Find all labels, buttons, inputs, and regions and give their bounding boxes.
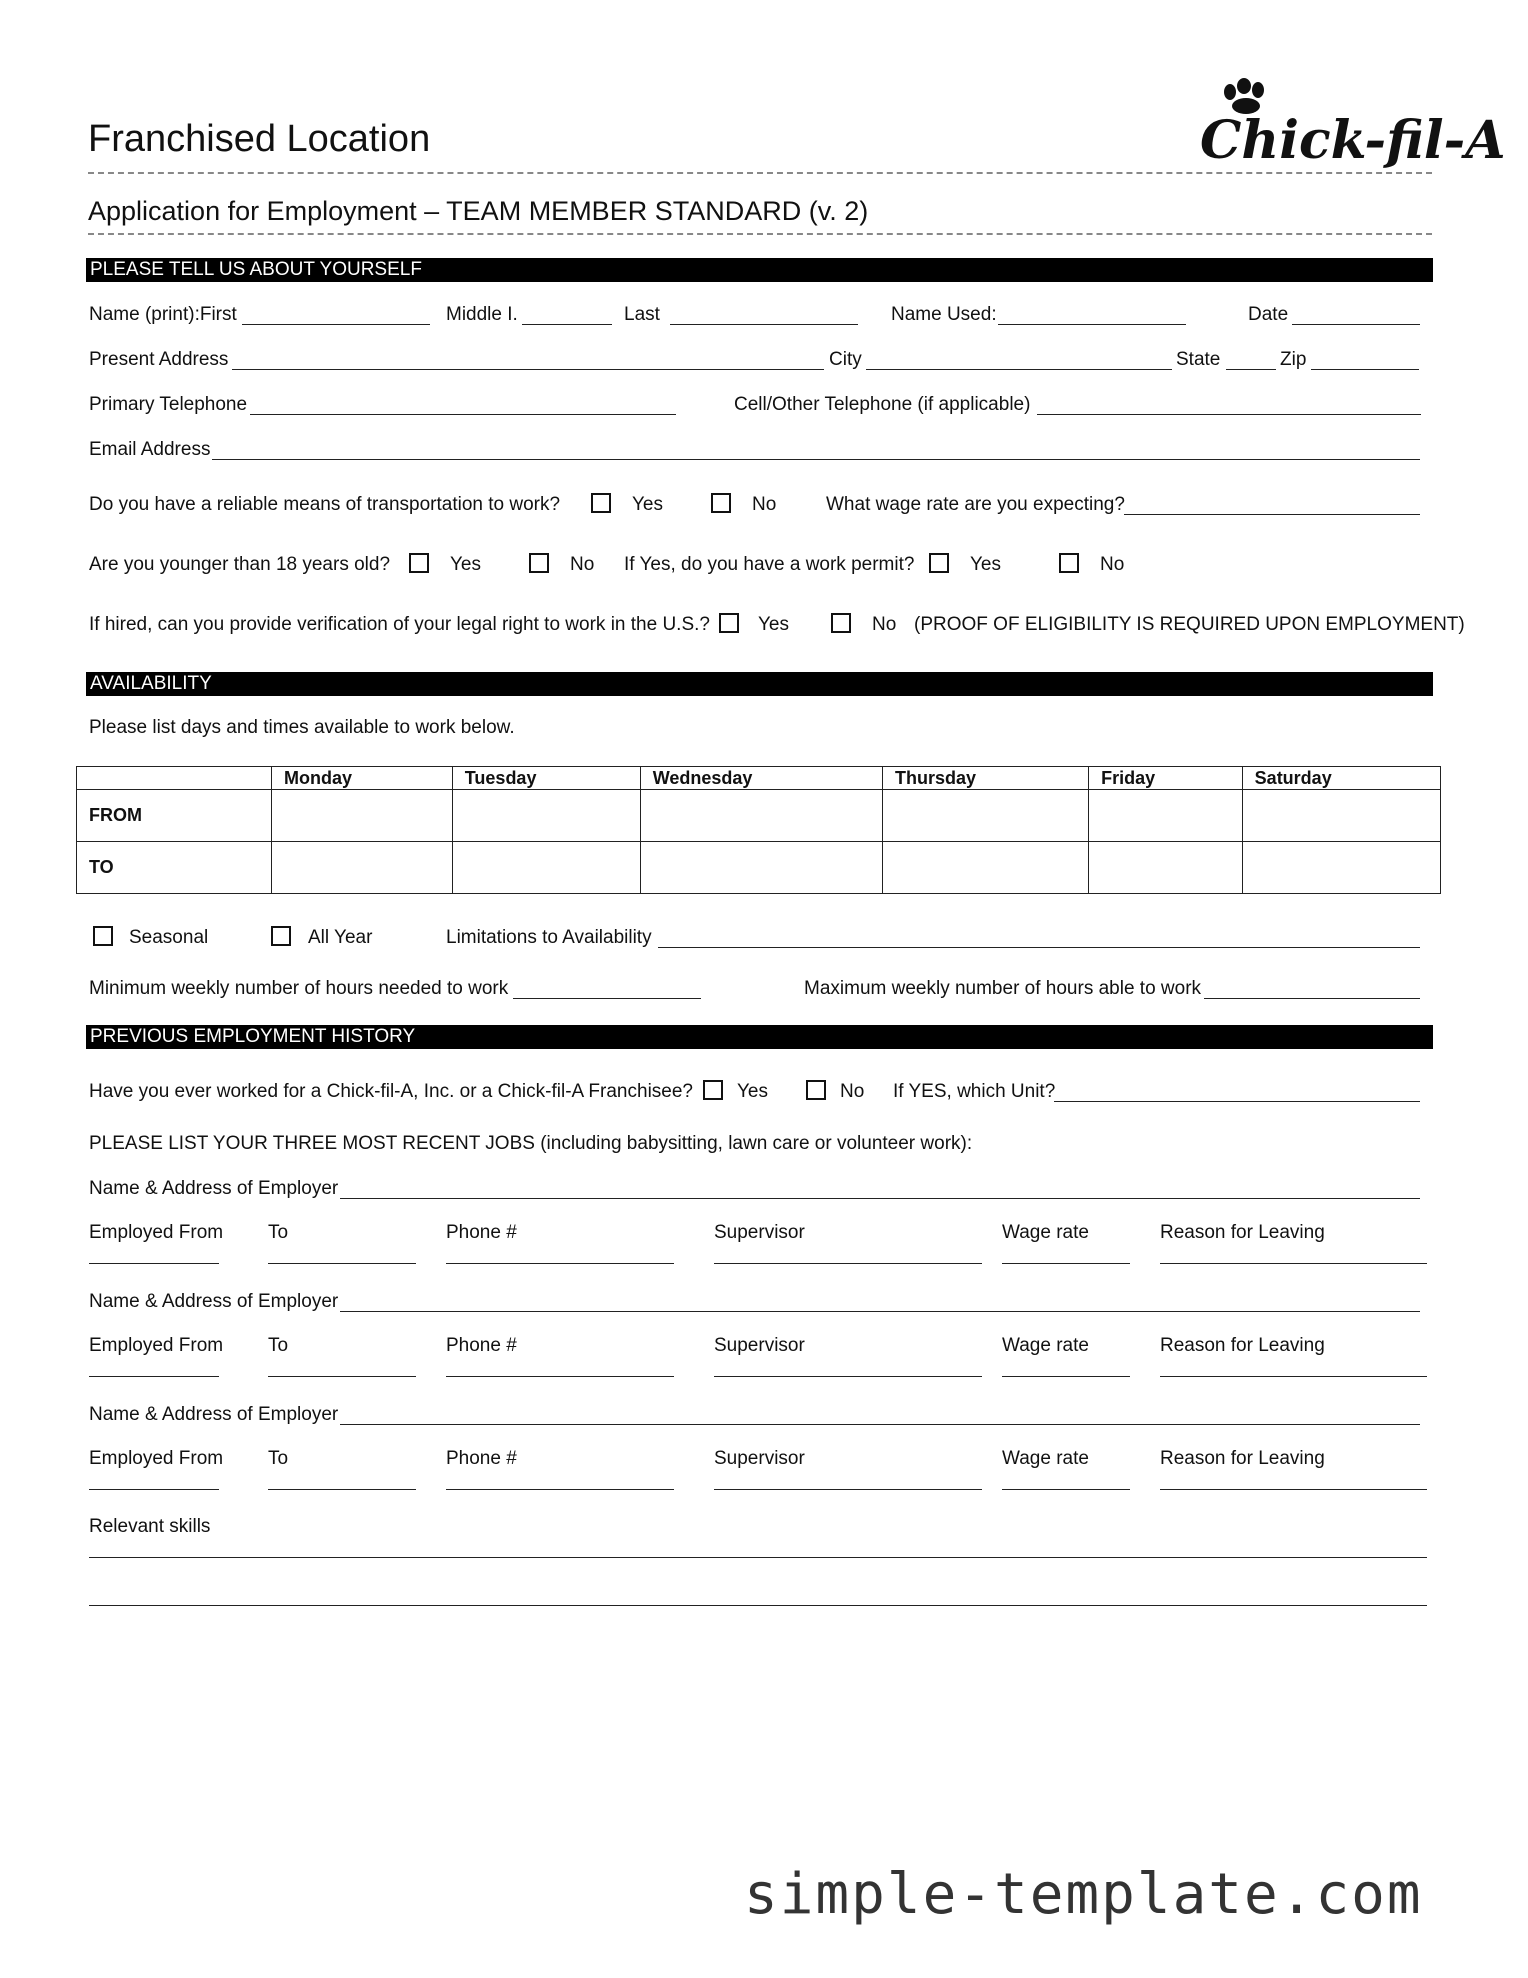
availability-intro: Please list days and times available to work below. [89,717,515,738]
worked-yes-label: Yes [737,1081,768,1102]
middle-initial-field[interactable] [522,324,612,325]
day-header: Monday [272,767,453,790]
worked-no-label: No [840,1081,865,1102]
last-name-field[interactable] [670,324,858,325]
permit-question: If Yes, do you have a work permit? [624,554,915,575]
age-yes-label: Yes [450,554,481,575]
to-field[interactable] [268,1489,416,1490]
employer-field[interactable] [340,1311,1420,1312]
email-field[interactable] [212,459,1420,460]
transport-no-checkbox[interactable] [711,493,731,513]
proof-note: (PROOF OF ELIGIBILITY IS REQUIRED UPON EMPLOYMENT) [914,614,1465,635]
header-divider [88,172,1432,174]
age-yes-checkbox[interactable] [409,553,429,573]
first-name-field[interactable] [242,324,430,325]
permit-no-checkbox[interactable] [1059,553,1079,573]
employed-from-field[interactable] [89,1376,219,1377]
label-middle-initial: Middle I. [446,304,518,325]
label-email: Email Address [89,439,211,460]
label-state: State [1176,349,1221,370]
limitations-field[interactable] [658,947,1420,948]
reason-label: Reason for Leaving [1160,1448,1325,1469]
worked-yes-checkbox[interactable] [703,1080,723,1100]
skills-label: Relevant skills [89,1516,211,1537]
chick-fil-a-logo [1200,78,1506,171]
min-hours-field[interactable] [513,998,701,999]
table-row [77,842,1441,894]
phone-label: Phone # [446,1335,517,1356]
supervisor-label: Supervisor [714,1448,805,1469]
wage-question: What wage rate are you expecting? [826,494,1125,515]
label-name-used: Name Used: [891,304,997,325]
wage-field[interactable] [1002,1376,1130,1377]
permit-yes-label: Yes [970,554,1001,575]
transport-yes-checkbox[interactable] [591,493,611,513]
supervisor-field[interactable] [714,1376,982,1377]
form-subtitle: Application for Employment – TEAM MEMBER STANDARD (v. 2) [88,196,869,226]
supervisor-label: Supervisor [714,1222,805,1243]
logo-text: Chick-fil-A [1200,110,1506,171]
legal-yes-checkbox[interactable] [719,613,739,633]
permit-yes-checkbox[interactable] [929,553,949,573]
label-primary-phone: Primary Telephone [89,394,248,415]
label-city: City [829,349,862,370]
availability-cell[interactable] [640,790,882,842]
max-hours-field[interactable] [1204,998,1420,999]
availability-cell[interactable] [272,842,453,894]
availability-cell[interactable] [1089,790,1243,842]
row-label-from: FROM [77,790,272,842]
date-field[interactable] [1292,324,1420,325]
employed-from-label: Employed From [89,1222,224,1243]
section-header-about: PLEASE TELL US ABOUT YOURSELF [86,258,1433,282]
state-field[interactable] [1226,369,1276,370]
employed-from-field[interactable] [89,1263,219,1264]
city-field[interactable] [866,369,1172,370]
table-row [77,790,1441,842]
to-label: To [268,1335,289,1356]
form-title: Franchised Location [88,118,431,160]
permit-no-label: No [1100,554,1125,575]
legal-yes-label: Yes [758,614,789,635]
limitations-label: Limitations to Availability [446,927,652,948]
min-hours-label: Minimum weekly number of hours needed to work [89,978,509,999]
availability-cell[interactable] [883,842,1089,894]
cell-phone-field[interactable] [1037,414,1421,415]
availability-cell[interactable] [883,790,1089,842]
transport-no-label: No [752,494,777,515]
watermark: simple-template.com [744,1862,1423,1927]
availability-table [76,766,1441,894]
availability-cell[interactable] [1089,842,1243,894]
seasonal-label: Seasonal [129,927,209,948]
address-field[interactable] [232,369,824,370]
to-field[interactable] [268,1376,416,1377]
availability-cell[interactable] [1242,842,1440,894]
legal-question: If hired, can you provide verification of your legal right to work in the U.S.? [89,614,710,635]
phone-field[interactable] [446,1263,674,1264]
subtitle-divider [88,233,1432,235]
label-date: Date [1248,304,1289,325]
reason-field[interactable] [1160,1376,1427,1377]
label-last-name: Last [624,304,660,325]
transport-yes-label: Yes [632,494,663,515]
expected-wage-field[interactable] [1124,514,1420,515]
label-cell-phone: Cell/Other Telephone (if applicable) [734,394,1031,415]
employer-field[interactable] [340,1198,1420,1199]
skills-field-line-2[interactable] [89,1605,1427,1606]
all-year-checkbox[interactable] [271,926,291,946]
availability-cell[interactable] [272,790,453,842]
wage-field[interactable] [1002,1489,1130,1490]
label-address: Present Address [89,349,229,370]
day-header: Wednesday [640,767,882,790]
worked-no-checkbox[interactable] [806,1080,826,1100]
day-header: Friday [1089,767,1243,790]
employed-from-field[interactable] [89,1489,219,1490]
wage-label: Wage rate [1002,1335,1089,1356]
jobs-instruction: PLEASE LIST YOUR THREE MOST RECENT JOBS (including babysitting, lawn care or volunteer work): [89,1133,973,1154]
section-header-availability: AVAILABILITY [86,672,1433,696]
label-zip: Zip [1280,349,1307,370]
day-header: Tuesday [452,767,640,790]
name-used-field[interactable] [998,324,1186,325]
wage-field[interactable] [1002,1263,1130,1264]
availability-cell[interactable] [452,842,640,894]
employer-field[interactable] [340,1424,1420,1425]
to-label: To [268,1222,289,1243]
availability-cell[interactable] [640,842,882,894]
reason-label: Reason for Leaving [1160,1222,1325,1243]
day-header: Thursday [883,767,1089,790]
primary-phone-field[interactable] [250,414,676,415]
availability-cell[interactable] [1242,790,1440,842]
legal-no-label: No [872,614,897,635]
zip-field[interactable] [1311,369,1419,370]
phone-label: Phone # [446,1222,517,1243]
age-question: Are you younger than 18 years old? [89,554,391,575]
transport-question: Do you have a reliable means of transportation to work? [89,494,561,515]
which-unit-label: If YES, which Unit? [893,1081,1056,1102]
table-header-row [77,767,1441,790]
wage-label: Wage rate [1002,1222,1089,1243]
employed-from-label: Employed From [89,1448,224,1469]
supervisor-field[interactable] [714,1263,982,1264]
wage-label: Wage rate [1002,1448,1089,1469]
availability-cell[interactable] [452,790,640,842]
reason-field[interactable] [1160,1263,1427,1264]
reason-field[interactable] [1160,1489,1427,1490]
employed-from-label: Employed From [89,1335,224,1356]
worked-question: Have you ever worked for a Chick-fil-A, Inc. or a Chick-fil-A Franchisee? [89,1081,693,1102]
skills-field-line-1[interactable] [89,1557,1427,1558]
supervisor-label: Supervisor [714,1335,805,1356]
employer-label: Name & Address of Employer [89,1404,339,1425]
reason-label: Reason for Leaving [1160,1335,1325,1356]
phone-field[interactable] [446,1489,674,1490]
max-hours-label: Maximum weekly number of hours able to work [804,978,1202,999]
day-header: Saturday [1242,767,1440,790]
which-unit-field[interactable] [1054,1101,1420,1102]
age-no-checkbox[interactable] [529,553,549,573]
label-first-name: Name (print):First [89,304,237,325]
phone-label: Phone # [446,1448,517,1469]
all-year-label: All Year [308,927,373,948]
employer-label: Name & Address of Employer [89,1291,339,1312]
section-header-history: PREVIOUS EMPLOYMENT HISTORY [86,1025,1433,1049]
to-field[interactable] [268,1263,416,1264]
table-corner-cell [77,767,272,790]
supervisor-field[interactable] [714,1489,982,1490]
seasonal-checkbox[interactable] [93,926,113,946]
age-no-label: No [570,554,595,575]
row-label-to: TO [77,842,272,894]
legal-no-checkbox[interactable] [831,613,851,633]
employer-label: Name & Address of Employer [89,1178,339,1199]
to-label: To [268,1448,289,1469]
phone-field[interactable] [446,1376,674,1377]
